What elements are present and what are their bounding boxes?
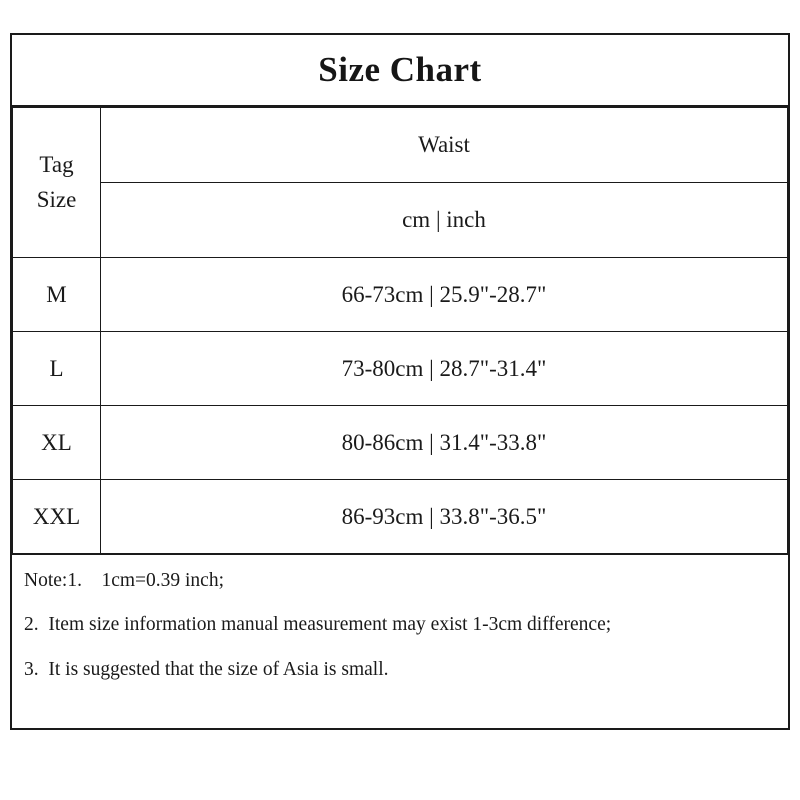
size-chart-frame [10,33,790,730]
chart-title-row [12,35,788,107]
note-line-2: 2. Item size information manual measurement may exist 1-3cm difference; [24,614,612,636]
row-size-label: L [13,332,101,406]
row-size-label: M [13,258,101,332]
row-waist-value: 80-86cm | 31.4"-33.8" [101,406,788,480]
table-row [13,406,788,480]
header-tag-line2: Size [36,186,77,212]
table-header-row-measure [13,108,788,183]
header-measure-waist: Waist [101,108,788,183]
table-header-row-units [13,183,788,258]
note-line-1: Note:1. 1cm=0.39 inch; [24,570,225,591]
row-waist-value: 73-80cm | 28.7"-31.4" [101,332,788,406]
notes-section [12,555,788,681]
header-tag-size [13,108,101,258]
table-row [13,480,788,555]
header-units: cm | inch [101,183,788,258]
header-tag-line1: Tag [39,152,74,177]
page-title: Size Chart [318,50,482,89]
table-row [13,258,788,332]
row-size-label: XXL [13,480,101,555]
table-row [13,332,788,406]
row-size-label: XL [13,406,101,480]
size-table [12,107,788,555]
note-line-3: 3. It is suggested that the size of Asia is small. [24,658,389,680]
row-waist-value: 86-93cm | 33.8"-36.5" [101,480,788,555]
row-waist-value: 66-73cm | 25.9"-28.7" [101,258,788,332]
